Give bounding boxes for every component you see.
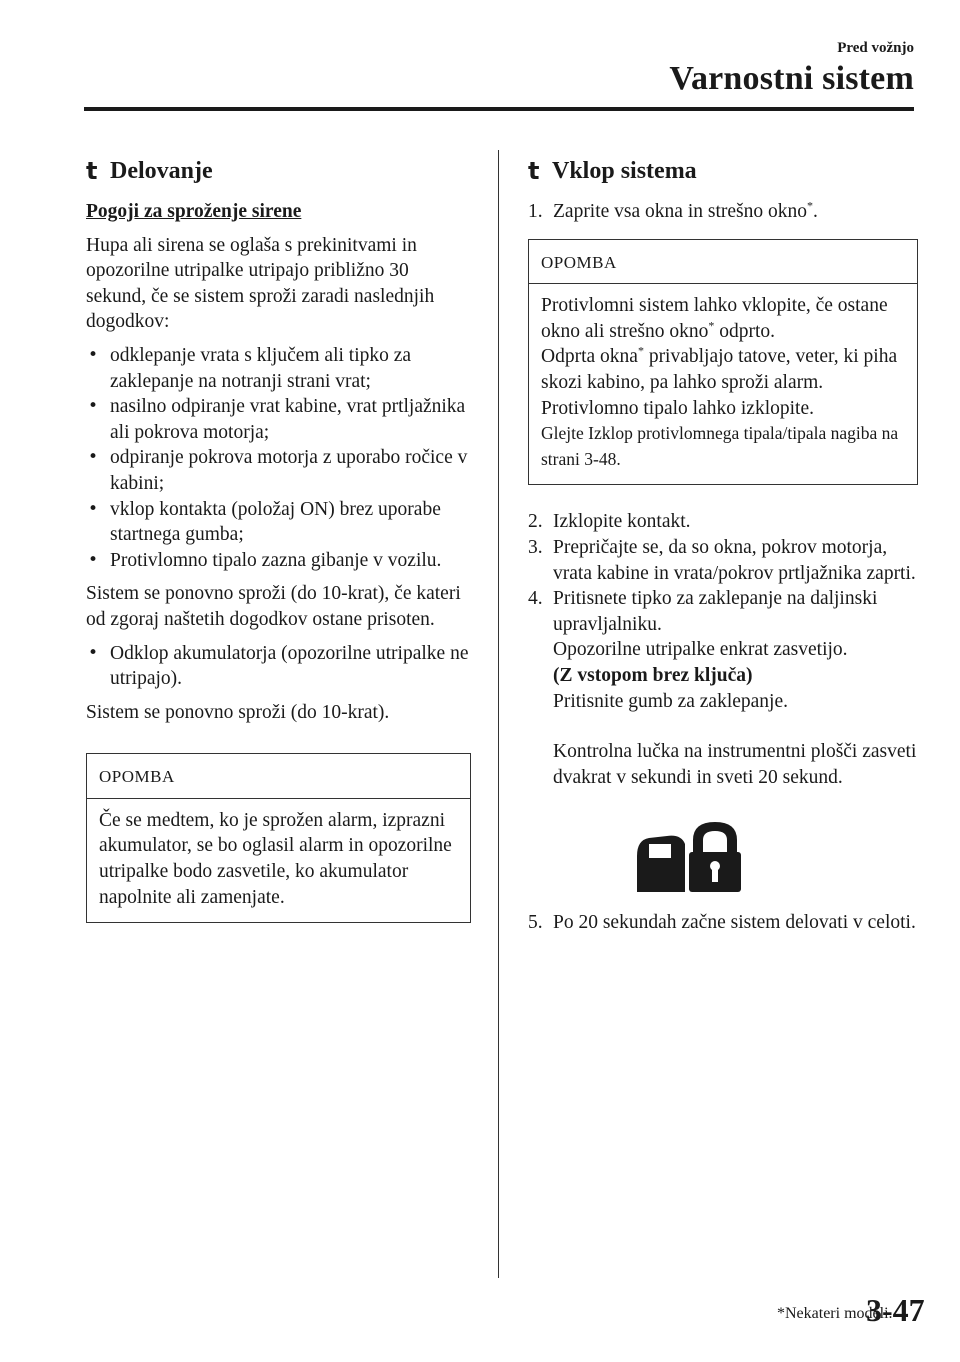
header-section: Pred vožnjo xyxy=(837,40,914,56)
list-item: • Odklop akumulatorja (opozorilne utripalke ne utripajo). xyxy=(86,641,471,692)
note-line xyxy=(541,344,905,395)
page-number: 3-47 xyxy=(866,1292,925,1328)
note-text: privabljajo tatove, veter, ki piha skozi kabino, pa lahko sproži alarm. xyxy=(541,346,898,393)
step-text: Opozorilne utripalke enkrat zasvetijo. xyxy=(553,639,848,661)
right-heading-text: Vklop sistema xyxy=(552,158,697,184)
step-text: Prepričajte se, da so okna, pokrov motorja, vrata kabine in vrata/pokrov prtljažnika zaprti. xyxy=(553,536,916,584)
security-indicator-lock-icon xyxy=(631,818,745,894)
step-subheading: (Z vstopom brez ključa) xyxy=(553,664,753,686)
right-heading xyxy=(528,155,918,187)
step-number: 2. xyxy=(528,511,543,533)
step-number: 3. xyxy=(528,536,543,558)
list-item: • odklepanje vrata s ključem ali tipko za zaklepanje na notranji strani vrat; xyxy=(86,343,471,394)
step-text: Pritisnite gumb za zaklepanje. xyxy=(553,690,789,712)
note-line: Protivlomno tipalo lahko izklopite. xyxy=(541,397,814,419)
note-text: Protivlomni sistem lahko vklopite, če ostane okno ali strešno okno xyxy=(541,295,888,342)
trigger-list xyxy=(86,343,471,573)
list-item: • Protivlomno tipalo zazna gibanje v vozilu. xyxy=(86,548,471,574)
steps-list-1 xyxy=(528,199,918,225)
step-text: Zaprite vsa okna in strešno okno xyxy=(553,201,807,222)
step-number: 1. xyxy=(528,201,543,222)
note-box-right xyxy=(528,239,918,486)
step-item xyxy=(528,199,918,225)
list-item: • odpiranje pokrova motorja z uporabo ročice v kabini; xyxy=(86,445,471,496)
steps-list-3 xyxy=(528,910,918,936)
note-text: odprto. xyxy=(714,320,776,342)
footnote-mark: * xyxy=(637,343,644,358)
header-title: Varnostni sistem xyxy=(669,60,914,97)
note-text: Če se medtem, ko je sprožen alarm, izprazni akumulator, se bo oglasil alarm in opozorilne utripalke bodo zasvetile, ko akumulator napolnite ali zamenjate. xyxy=(99,809,452,908)
note-box-left xyxy=(86,753,471,923)
header-rule xyxy=(84,107,914,111)
footnote-mark: * xyxy=(708,318,715,333)
step-text: Pritisnete tipko za zaklepanje na daljinski upravljalniku. xyxy=(553,588,878,635)
step-item xyxy=(528,535,918,586)
repeat-paragraph: Sistem se ponovno sproži (do 10-krat), če kateri od zgoraj naštetih dogodkov ostane prisoten. xyxy=(86,583,461,630)
list-item: • vklop kontakta (položaj ON) brez uporabe startnega gumba; xyxy=(86,497,471,548)
step-text: Izklopite kontakt. xyxy=(553,511,691,533)
note-reference: Glejte Izklop protivlomnega tipala/tipala nagiba na strani 3-48. xyxy=(541,423,899,469)
list-item: • nasilno odpiranje vrat kabine, vrat prtljažnika ali pokrova motorja; xyxy=(86,394,471,445)
battery-list xyxy=(86,641,471,692)
step-text: Kontrolna lučka na instrumentni plošči zasveti dvakrat v sekundi in sveti 20 sekund. xyxy=(553,741,917,788)
step-item xyxy=(528,586,918,790)
column-divider xyxy=(498,150,499,1278)
intro-paragraph: Hupa ali sirena se oglaša s prekinitvami in opozorilne utripalke utripajo približno 30 sekund, če se sistem sproži zaradi naslednjih dogodkov: xyxy=(86,234,435,333)
section-marker: t xyxy=(86,157,98,185)
step-number: 5. xyxy=(528,912,543,934)
left-column xyxy=(86,155,471,933)
left-heading xyxy=(86,155,471,187)
step-number: 4. xyxy=(528,588,543,610)
note-label: OPOMBA xyxy=(529,240,917,285)
subheading: Pogoji za sproženje sirene xyxy=(86,201,302,222)
footnote: *Nekateri modeli. xyxy=(777,1305,893,1322)
right-column xyxy=(528,155,918,936)
step-end: . xyxy=(813,201,818,222)
section-marker: t xyxy=(528,157,540,185)
note-text: Odprta okna xyxy=(541,346,638,368)
step-item xyxy=(528,509,918,535)
step-item xyxy=(528,910,918,936)
steps-list-2 xyxy=(528,509,918,790)
note-line xyxy=(541,293,905,344)
footnote-mark: * xyxy=(807,198,813,213)
repeat-paragraph-2: Sistem se ponovno sproži (do 10-krat). xyxy=(86,701,390,723)
step-text: Po 20 sekundah začne sistem delovati v celoti. xyxy=(553,912,916,934)
note-label: OPOMBA xyxy=(87,754,470,799)
left-heading-text: Delovanje xyxy=(110,158,213,184)
